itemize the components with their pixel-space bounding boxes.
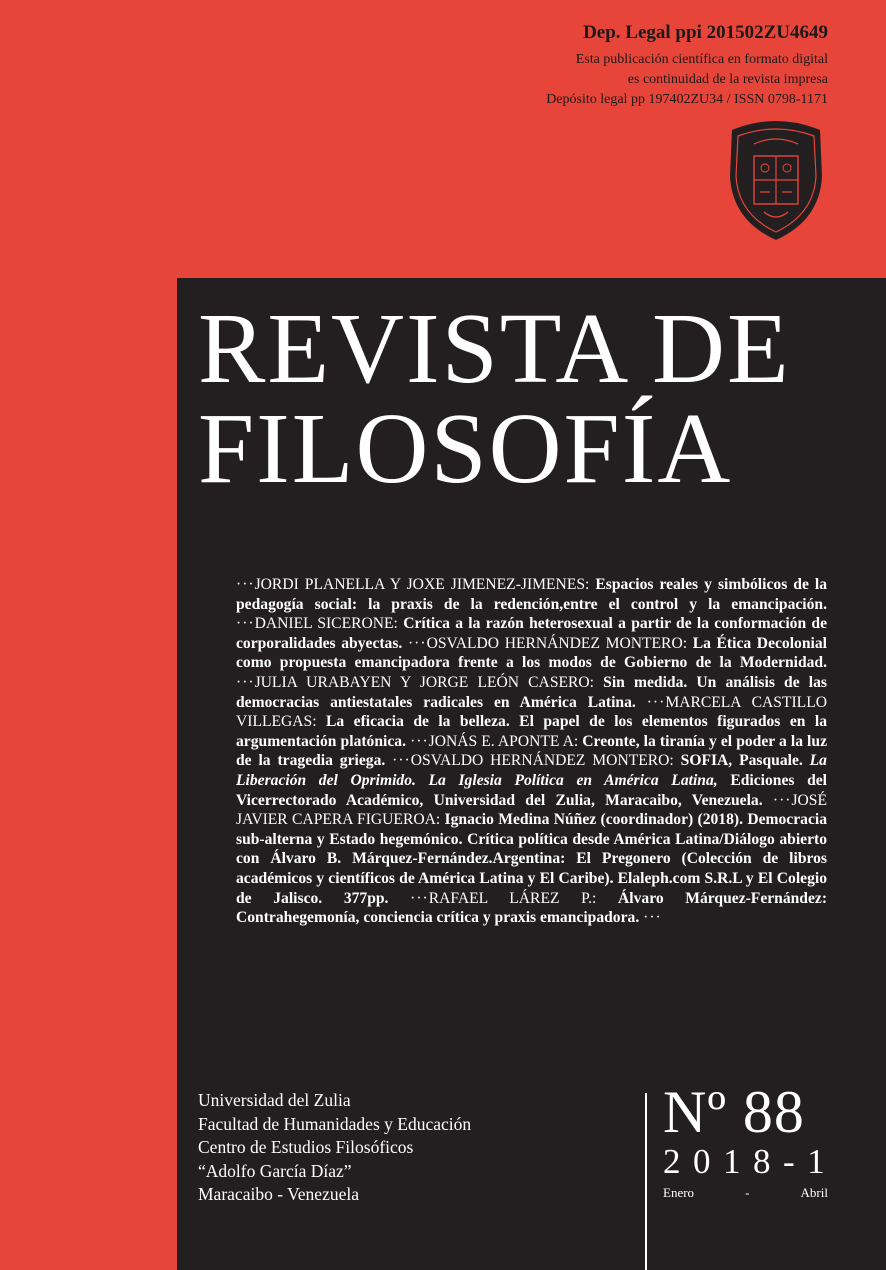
digital-note: Esta publicación científica en formato digital [575,52,828,67]
separator: ··· [236,615,255,633]
article-title: La eficacia de la belleza. El papel de los elementos figurados en la argumentación platónica. [236,713,827,750]
journal-title-line-1: REVISTA DE [198,292,791,404]
center-dedication: “Adolfo García Díaz” [198,1160,352,1181]
separator: ··· [407,634,427,652]
review-subject: SOFIA, Pasquale. [680,752,803,770]
university-name: Universidad del Zulia [198,1090,351,1110]
separator: ··· [643,909,662,927]
article-title: Espacios reales y simbólicos de la pedagogía social: la praxis de la redención,entre el control y la emancipación. [236,576,828,613]
issue-year: 2018-1 [663,1142,838,1181]
vertical-divider [645,1093,647,1270]
article-author: OSVALDO HERNÁNDEZ MONTERO: [410,752,674,770]
table-of-contents [236,575,827,928]
institution-block [198,1089,471,1207]
separator: ··· [410,889,429,907]
month-start: Enero [663,1185,695,1200]
article-title: Ignacio Medina Núñez (coordinador) (2018). Democracia sub-alterna y Estado hegemónico. Crítica política desde América Latina/Diálogo abierto con Álvaro B. Márquez-Fernández.Argentina: El Pregonero (Colección de libros académicos y científicos de América Latina y El Caribe). Elaleph.com S.R.L y El Colegio de Jalisco. 377pp. [236,811,827,907]
article-author: DANIEL SICERONE: [254,615,398,633]
legal-header [546,22,828,110]
article-author: JONÁS E. APONTE A: [428,732,579,750]
separator: ··· [410,732,429,750]
issue-months [663,1185,828,1201]
issn-note: Depósito legal pp 197402ZU34 / ISSN 0798-1171 [546,92,828,107]
article-title: Sin medida. Un análisis de las democracias antiestatales radicales en América Latina. [236,673,827,711]
article-author: JULIA URABAYEN Y JORGE LEÓN CASERO: [254,673,595,691]
review-publisher: Ediciones del Vicerrectorado Académico, Universidad del Zulia, Maracaibo, Venezuela. [236,771,827,809]
location: Maracaibo - Venezuela [198,1184,359,1205]
month-end: Abril [800,1185,828,1200]
print-note: es continuidad de la revista impresa [627,72,828,87]
article-author: JOSÉ JAVIER CAPERA FIGUEROA: [236,791,827,829]
article-author: JORDI PLANELLA Y JOXE JIMENEZ-JIMENES: [254,576,590,593]
article-title: La Ética Decolonial como propuesta emancipadora frente a los modos de Gobierno de la Modernidad. [236,634,827,672]
article-author: RAFAEL LÁREZ P.: [428,889,597,907]
center-name: Centro de Estudios Filosóficos [198,1137,414,1158]
article-title: Creonte, la tiranía y el poder a la luz de la tragedia griega. [236,732,827,770]
journal-title-line-2: FILOSOFÍA [198,392,733,504]
separator: ··· [392,752,411,770]
issue-number: Nº 88 [663,1079,805,1145]
dep-legal: Dep. Legal ppi 201502ZU4649 [583,22,828,43]
article-author: OSVALDO HERNÁNDEZ MONTERO: [426,634,688,652]
separator: ··· [772,791,792,809]
review-book-title: La Liberación del Oprimido. La Iglesia Política en América Latina, [236,752,827,789]
article-title: Álvaro Márquez-Fernández: Contrahegemonía, conciencia crítica y praxis emancipadora. [236,889,828,927]
article-author: MARCELA CASTILLO VILLEGAS: [236,693,827,731]
faculty-name: Facultad de Humanidades y Educación [198,1113,472,1134]
separator: ··· [236,576,255,593]
separator: ··· [646,693,666,711]
separator: ··· [236,673,255,691]
university-seal-icon [724,116,828,242]
month-separator: - [745,1185,750,1200]
article-title: Crítica a la razón heterosexual a partir de la conformación de corporalidades abyectas. [236,615,827,652]
